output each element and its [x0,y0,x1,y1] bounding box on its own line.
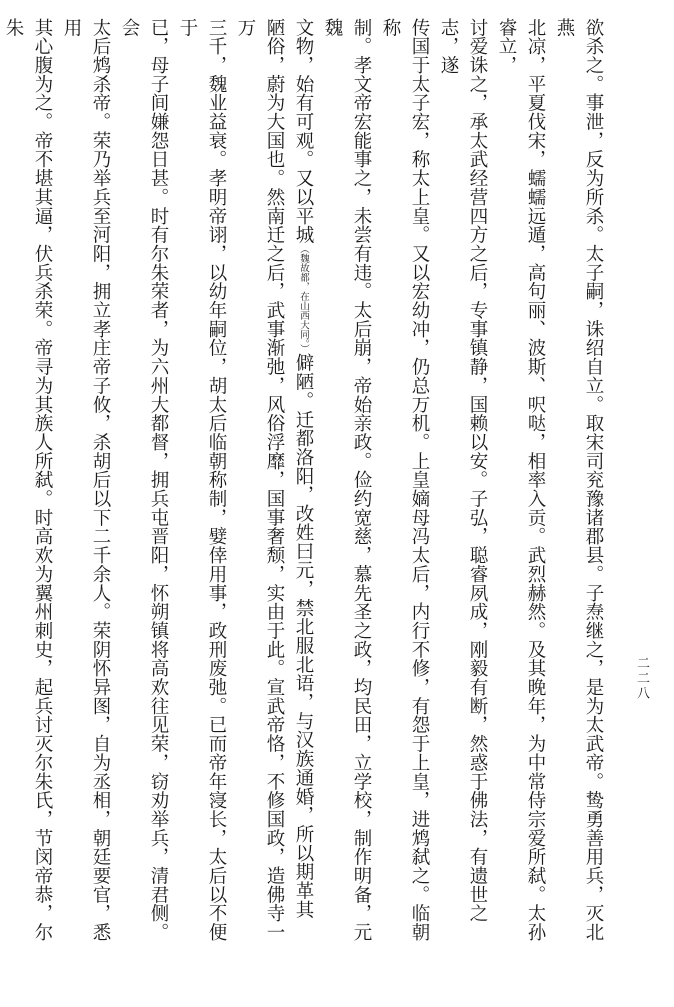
text-column: 太后鸩杀帝。荣乃举兵至河阳，拥立孝庄帝子攸，杀胡后以下二千余人。荣阴怀异图，自为丞相，朝廷要官，悉用 [61,18,111,942]
text-column: 北凉，平夏伐宋，蠕蠕远遁，高句丽、波斯、呎哒，相率入贡。武烈赫然。及其晚年，为中常侍宗爱所弑。太孙睿立， [496,18,546,942]
text-column: 三千，魏业益衰。孝明帝诩，以幼年嗣位，胡太后临朝称制，嬖倖用事，政刑废弛。已而帝年寖长，太后以不便于 [177,18,227,942]
text-column: 其心腹为之。帝不堪其逼，伏兵杀荣。帝寻为其族人所弑。时高欢为翼州刺史，起兵讨灭尔朱氏，节闵帝恭，尔朱 [3,18,53,942]
text-column: 讨爱诛之，承太武经营四方之后，专事镇静，国赖以安。子弘，聪睿夙成，刚毅有断，然惑于佛法，有遗世之志，遂 [438,18,488,923]
text-column: 陋俗，蔚为大国也。然南迁之后，武事渐弛，风俗浮靡，国事奢颓，实由于此。宣武帝恪，不修国政，造佛寺一万 [235,18,285,942]
text-column: 已，母子间嫌怨日甚。时有尔朱荣者，为六州大都督，拥兵屯晋阳，怀朔镇将高欢往见荣，窃劝举兵，清君侧。会 [119,18,169,942]
inline-annotation: （魏故都，在山西大同。） [298,244,309,354]
text-segment: 僻陋。迁都洛阳，改姓曰元，禁北服北语，与汉族通婚，所以期革其 [293,353,314,919]
text-column-with-note [289,18,318,958]
text-column: 传国于太子宏，称太上皇。又以宏幼冲，仍总万机。上皇嫡母冯太后，内行不修，有怨于上皇，进鸩弑之。临朝称 [380,18,430,942]
text-segment: 文物，始有可观。又以平城 [293,18,314,245]
vertical-text-block [3,18,608,958]
page-number: 二二八 [634,656,649,701]
text-column: 制。孝文帝宏能事之，未尝有违。太后崩，帝始亲政。俭约宽慈，慕先圣之政，均民田，立学校，制作明备，元魏 [322,18,372,942]
text-column: 欲杀之。事泄，反为所杀。太子嗣，诛绍自立。取宋司兖豫诸郡县。子焘继之，是为太武帝。鸷勇善用兵，灭北燕 [554,18,604,942]
